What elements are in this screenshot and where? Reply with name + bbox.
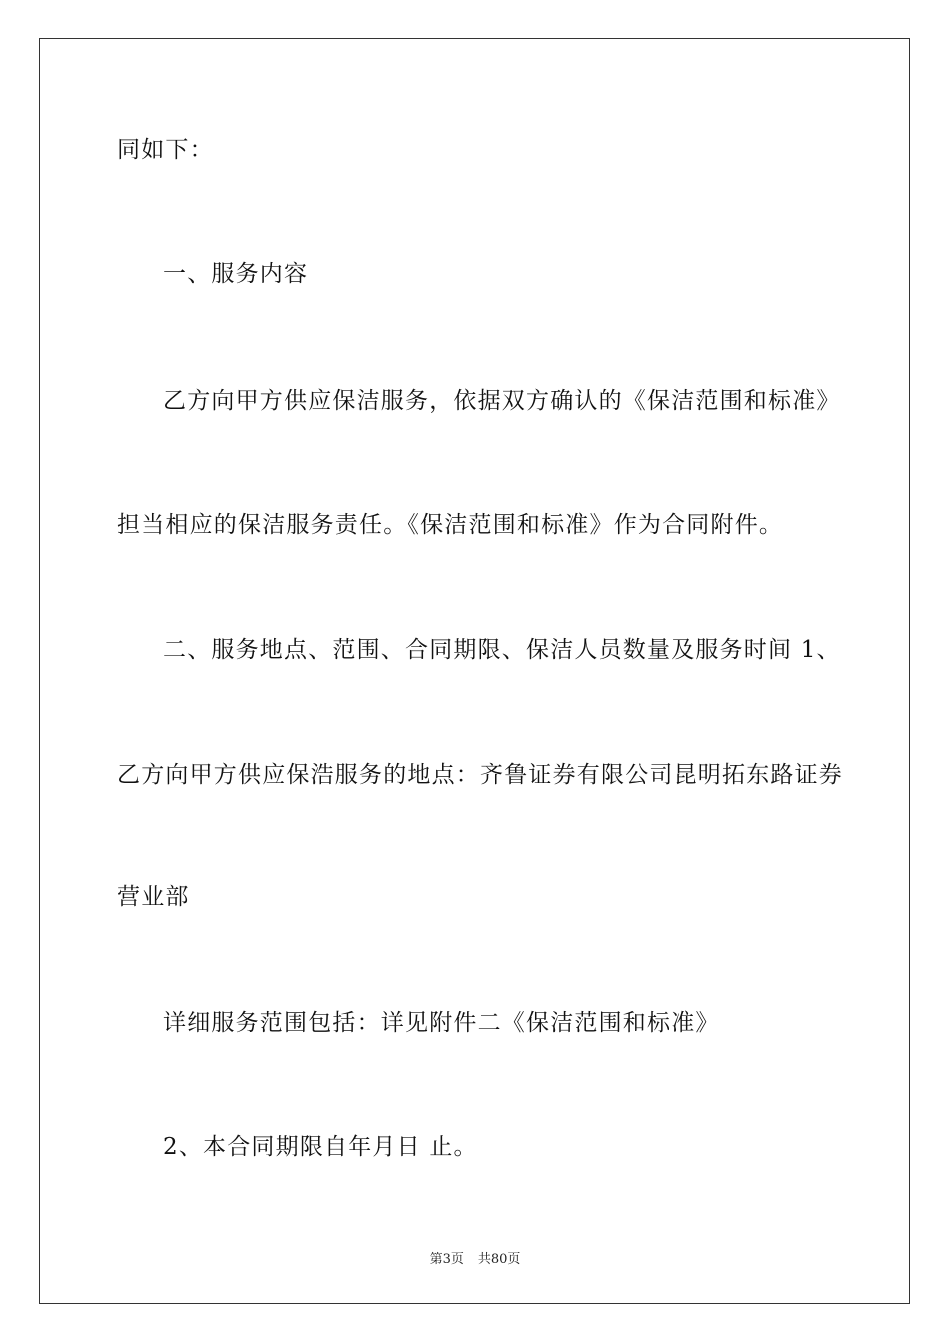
paragraph-line-7: 营业部 xyxy=(117,884,190,910)
paragraph-line-8: 详细服务范围包括：详见附件二《保洁范围和标准》 xyxy=(163,1010,720,1036)
section-heading-service-location: 二、服务地点、范围、合同期限、保洁人员数量及服务时间 1、 xyxy=(163,637,841,663)
page-border xyxy=(39,38,910,1304)
page-footer xyxy=(0,1248,950,1267)
page-total: 共80页 xyxy=(477,1252,521,1267)
paragraph-line-9: 2、本合同期限自年月日 止。 xyxy=(163,1134,478,1160)
section-heading-service-content: 一、服务内容 xyxy=(163,261,309,287)
paragraph-line-6: 乙方向甲方供应保浩服务的地点：齐鲁证券有限公司昆明拓东路证券 xyxy=(117,762,843,788)
paragraph-line-1: 同如下： xyxy=(117,137,214,163)
paragraph-line-3: 乙方向甲方供应保洁服务，依据双方确认的《保洁范围和标准》 xyxy=(163,388,841,414)
page-number: 第3页 xyxy=(429,1252,464,1267)
paragraph-line-4: 担当相应的保洁服务责任。《保洁范围和标准》作为合同附件。 xyxy=(117,512,784,538)
